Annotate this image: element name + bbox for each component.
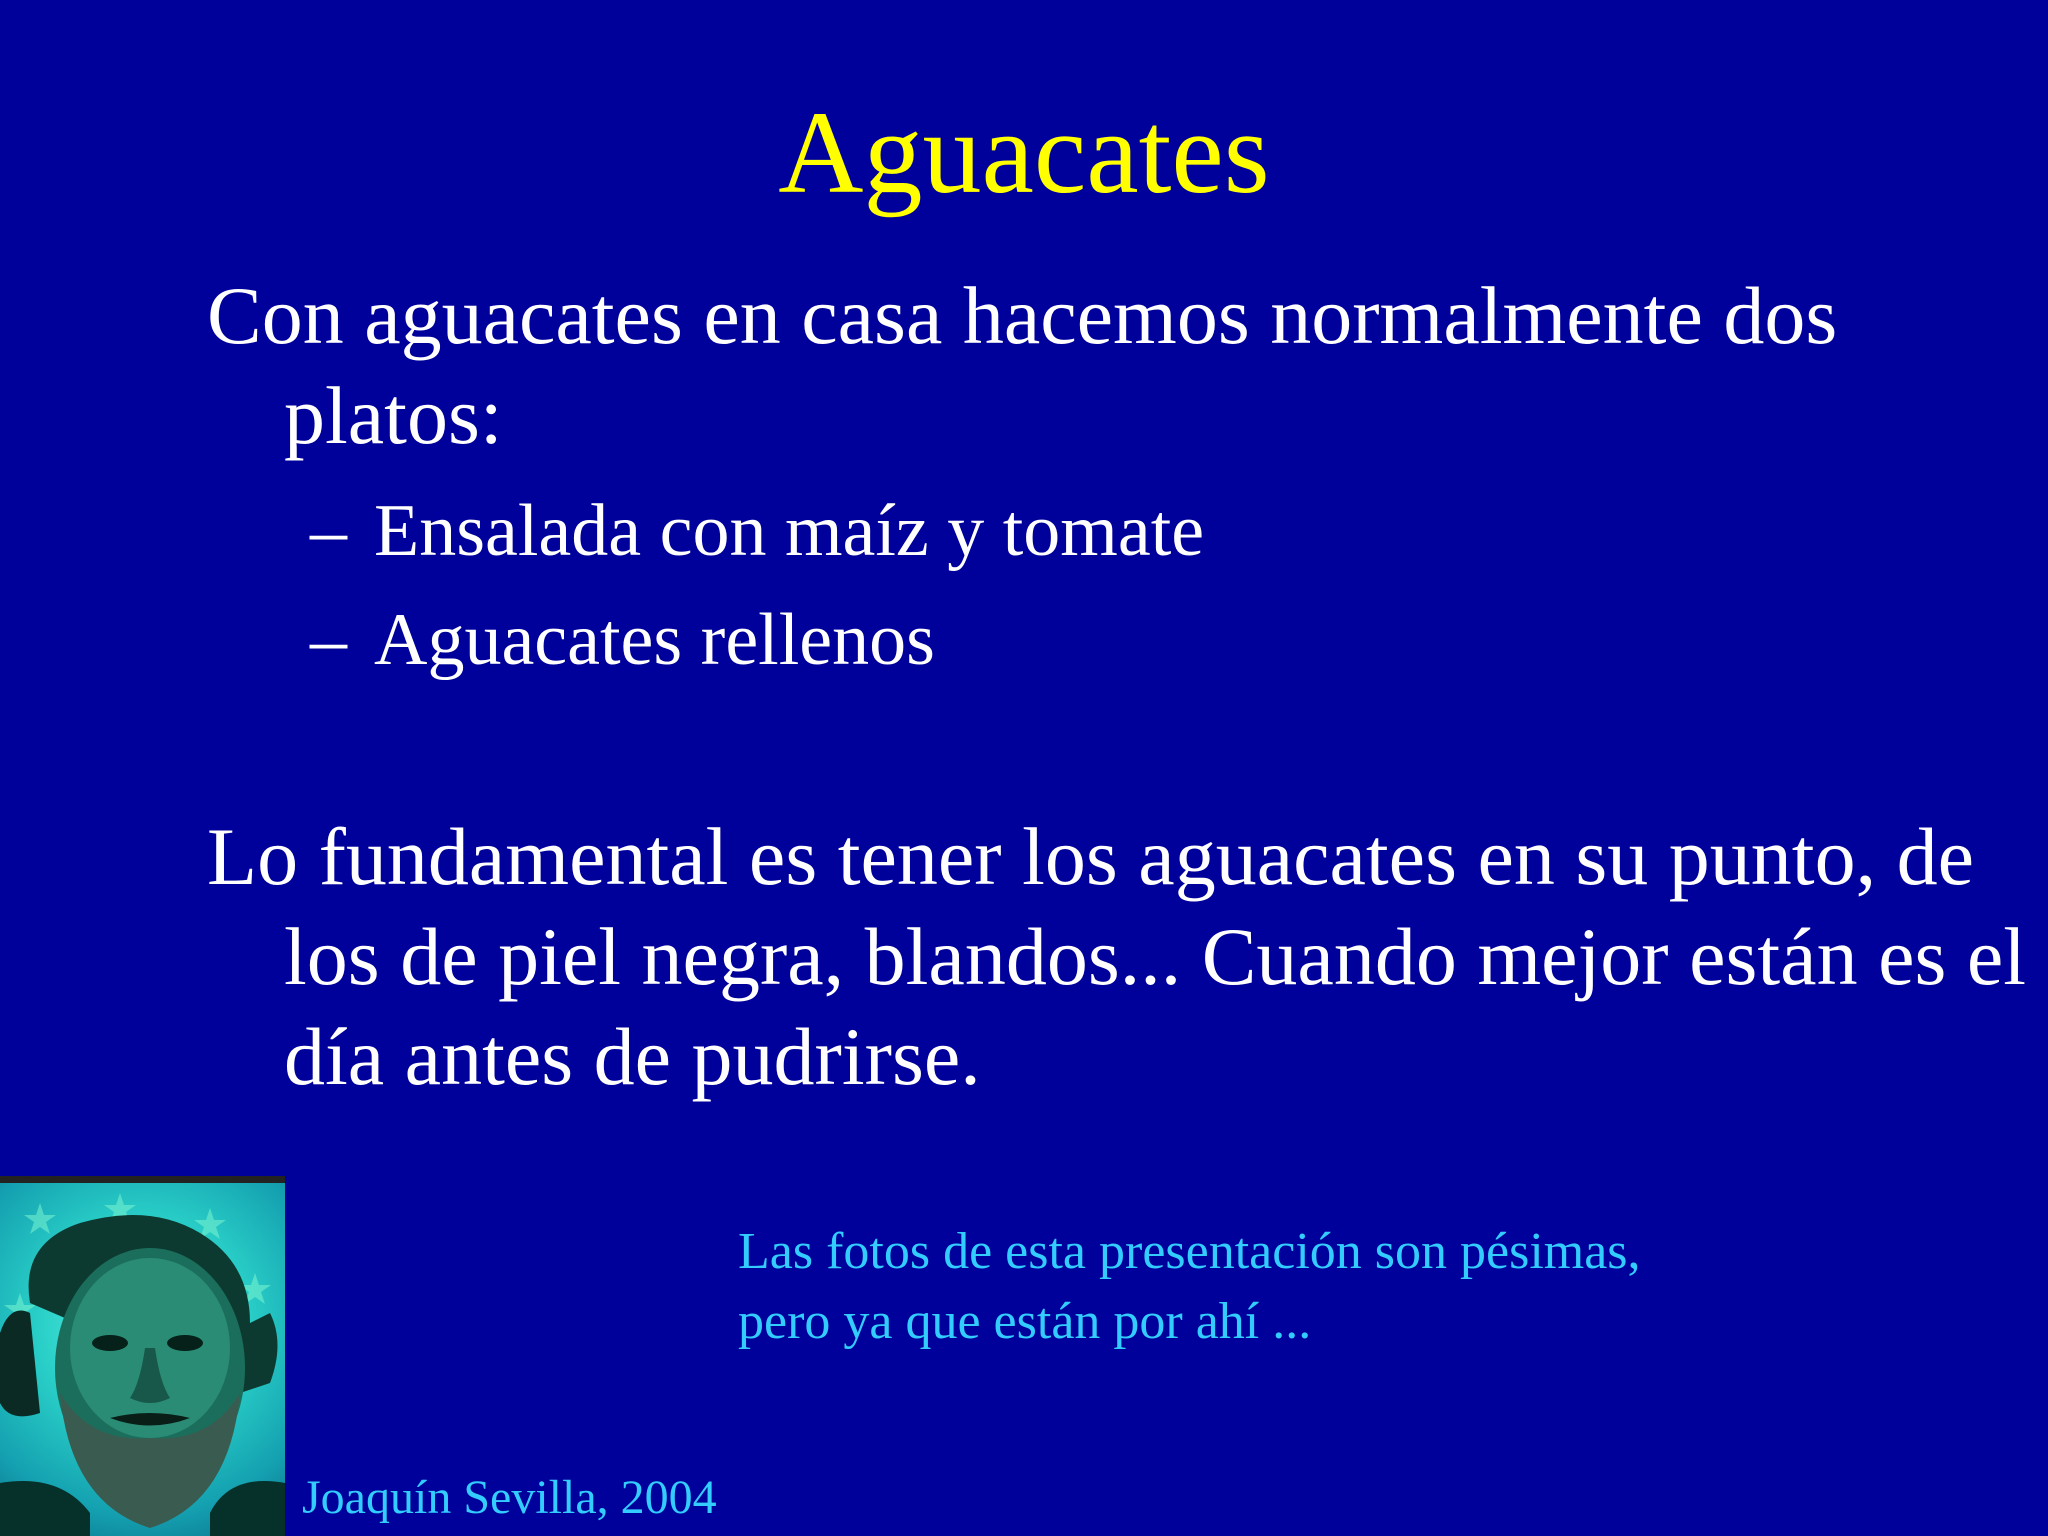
slide-title: Aguacates: [778, 87, 1270, 218]
dish-item-1: [310, 486, 1204, 576]
tip-paragraph: Lo fundamental es tener los aguacates en su punto, de los de piel negra, blandos... Cuando mejor están es el día antes de pudrirse.: [207, 811, 2027, 1102]
dish-label-2: Aguacates rellenos: [374, 599, 935, 681]
note-line-1: Las fotos de esta presentación son pésimas,: [738, 1223, 1641, 1280]
portrait-icon: [0, 1183, 285, 1536]
dish-label-1: Ensalada con maíz y tomate: [374, 490, 1205, 572]
dash-bullet: –: [310, 599, 347, 681]
photo-disclaimer-note: [738, 1217, 1938, 1357]
intro-paragraph: Con aguacates en casa hacemos normalmente dos platos:: [207, 270, 1838, 461]
author-credit: Joaquín Sevilla, 2004: [302, 1471, 717, 1524]
author-portrait-photo: [0, 1176, 285, 1536]
dash-bullet: –: [310, 490, 347, 572]
note-line-2: pero ya que están por ahí ...: [738, 1293, 1312, 1350]
dish-item-2: [310, 595, 935, 685]
